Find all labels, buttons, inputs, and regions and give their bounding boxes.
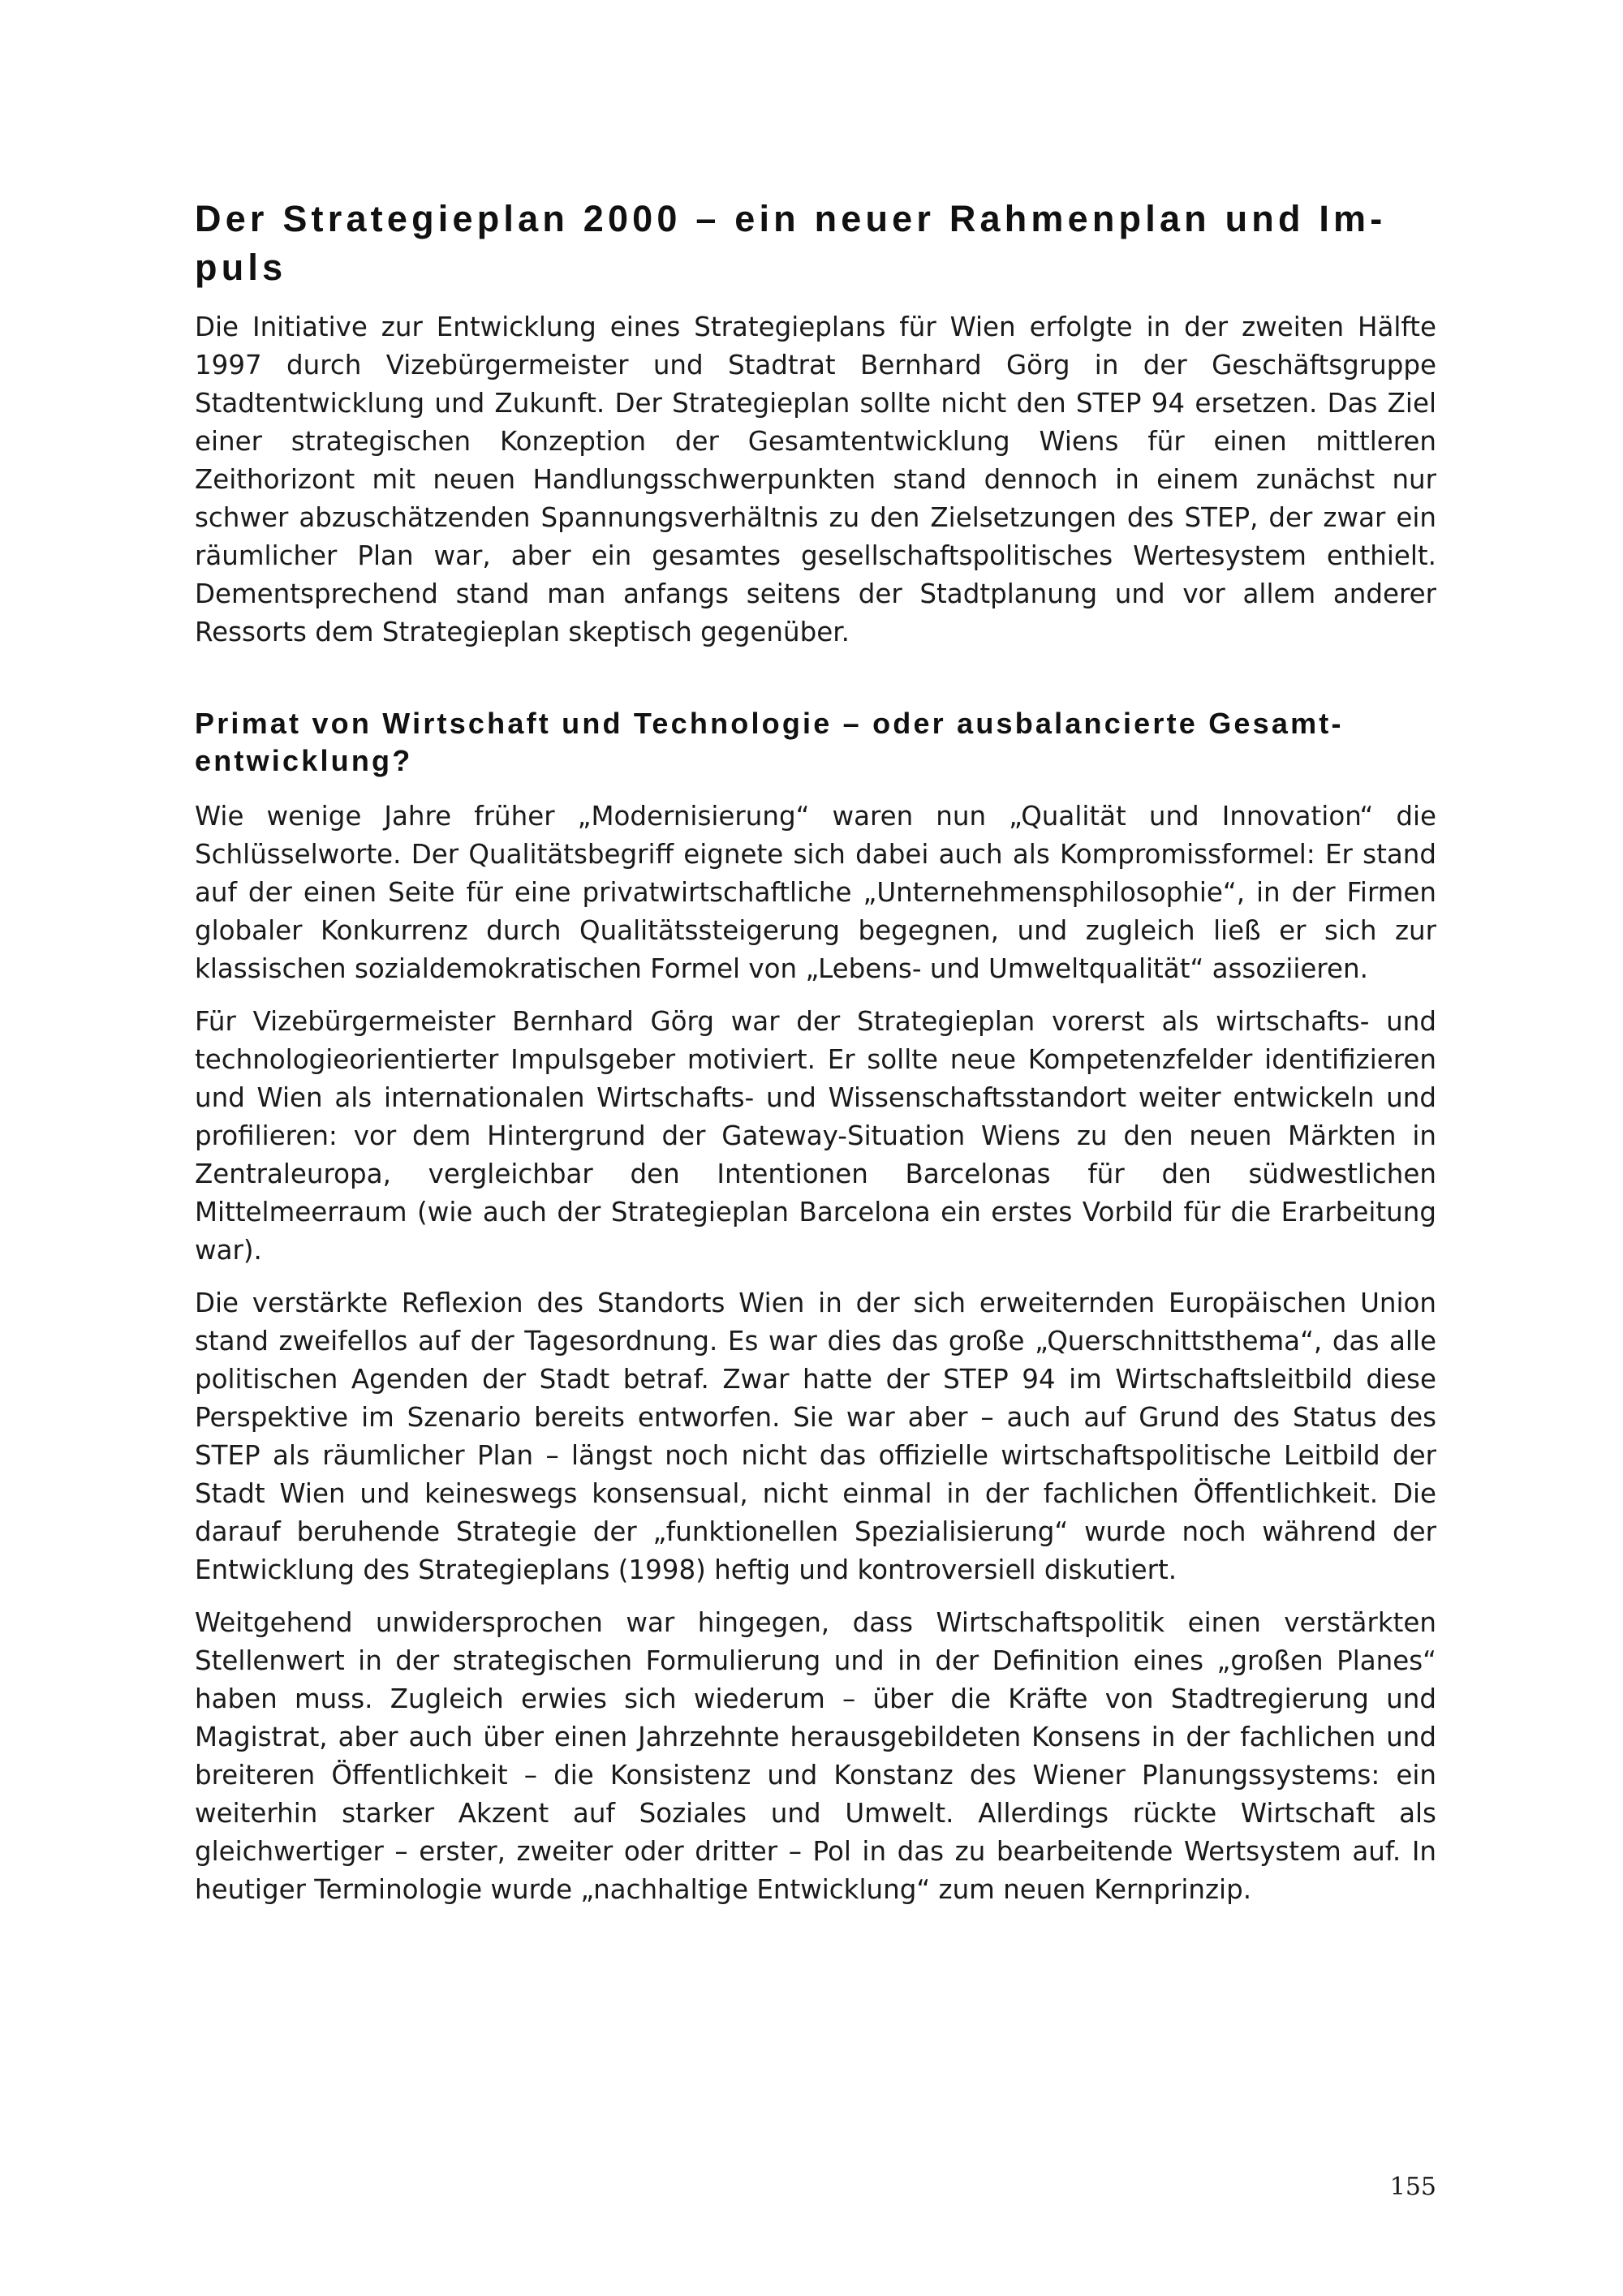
intro-paragraph: Die Initiative zur Entwicklung eines Strategieplans für Wien erfolgte in der zweiten Hälfte 1997 durch Vizebürgermeister und Stadtrat Bernhard Görg in der Geschäftsgruppe Stadtentwicklung und Zukunft. Der Strategieplan sollte nicht den STEP 94 ersetzen. Das Ziel einer strategischen Konzeption der Gesamtentwicklung Wiens für einen mittleren Zeithorizont mit neuen Handlungsschwerpunkten stand dennoch in einem zunächst nur schwer abzuschätzenden Spannungsverhältnis zu den Zielsetzungen des STEP, der zwar ein räumlicher Plan war, aber ein gesamtes gesellschaftspolitisches Wertesystem enthielt. Dementsprechend stand man anfangs seitens der Stadtplanung und vor allem anderer Ressorts dem Strategieplan skeptisch gegenüber.	[195, 312, 1436, 647]
section-subheading: Primat von Wirtschaft und Technologie – oder ausbalancierte Gesamt-entwicklung?	[195, 707, 1344, 777]
page-number: 155	[1389, 2173, 1436, 2201]
page-title: Der Strategieplan 2000 – ein neuer Rahmenplan und Im-puls	[195, 198, 1387, 288]
body-paragraph-1: Wie wenige Jahre früher „Modernisierung“ waren nun „Qualität und Innovation“ die Schlüsselworte. Der Qualitätsbegriff eignete sich dabei auch als Kompromissformel: Er stand auf der einen Seite für eine privatwirtschaftliche „Unternehmensphilosophie“, in der Firmen globaler Konkurrenz durch Qualitätssteigerung begegnen, und zugleich ließ er sich zur klassischen sozialdemokratischen Formel von „Lebens- und Umweltqualität“ assoziieren.	[195, 801, 1436, 984]
document-page	[195, 195, 1436, 1924]
body-paragraph-4: Weitgehend unwidersprochen war hingegen, dass Wirtschaftspolitik einen verstärkten Stellenwert in der strategischen Formulierung und in der Definition eines „großen Planes“ haben muss. Zugleich erwies sich wiederum – über die Kräfte von Stadtregierung und Magistrat, aber auch über einen Jahrzehnte herausgebildeten Konsens in der fachlichen und breiteren Öffentlichkeit – die Konsistenz und Konstanz des Wiener Planungssystems: ein weiterhin starker Akzent auf Soziales und Umwelt. Allerdings rückte Wirtschaft als gleichwertiger – erster, zweiter oder dritter – Pol in das zu bearbeitende Wertsystem auf. In heutiger Terminologie wurde „nachhaltige Entwicklung“ zum neuen Kernprinzip.	[195, 1607, 1436, 1905]
body-paragraph-3: Die verstärkte Reflexion des Standorts Wien in der sich erweiternden Europäischen Union stand zweifellos auf der Tagesordnung. Es war dies das große „Querschnittsthema“, das alle politischen Agenden der Stadt betraf. Zwar hatte der STEP 94 im Wirtschaftsleitbild diese Perspektive im Szenario bereits entworfen. Sie war aber – auch auf Grund des Status des STEP als räumlicher Plan – längst noch nicht das offizielle wirtschaftspolitische Leitbild der Stadt Wien und keineswegs konsensual, nicht einmal in der fachlichen Öffentlichkeit. Die darauf beruhende Strategie der „funktionellen Spezialisierung“ wurde noch während der Entwicklung des Strategieplans (1998) heftig und kontroversiell diskutiert.	[195, 1288, 1436, 1585]
body-paragraph-2: Für Vizebürgermeister Bernhard Görg war der Strategieplan vorerst als wirtschafts- und technologieorientierter Impulsgeber motiviert. Er sollte neue Kompetenzfelder identifizieren und Wien als internationalen Wirtschafts- und Wissenschaftsstandort weiter entwickeln und profilieren: vor dem Hintergrund der Gateway-Situation Wiens zu den neuen Märkten in Zentraleuropa, vergleichbar den Intentionen Barcelonas für den südwestlichen Mittelmeerraum (wie auch der Strategieplan Barcelona ein erstes Vorbild für die Erarbeitung war).	[195, 1006, 1436, 1266]
